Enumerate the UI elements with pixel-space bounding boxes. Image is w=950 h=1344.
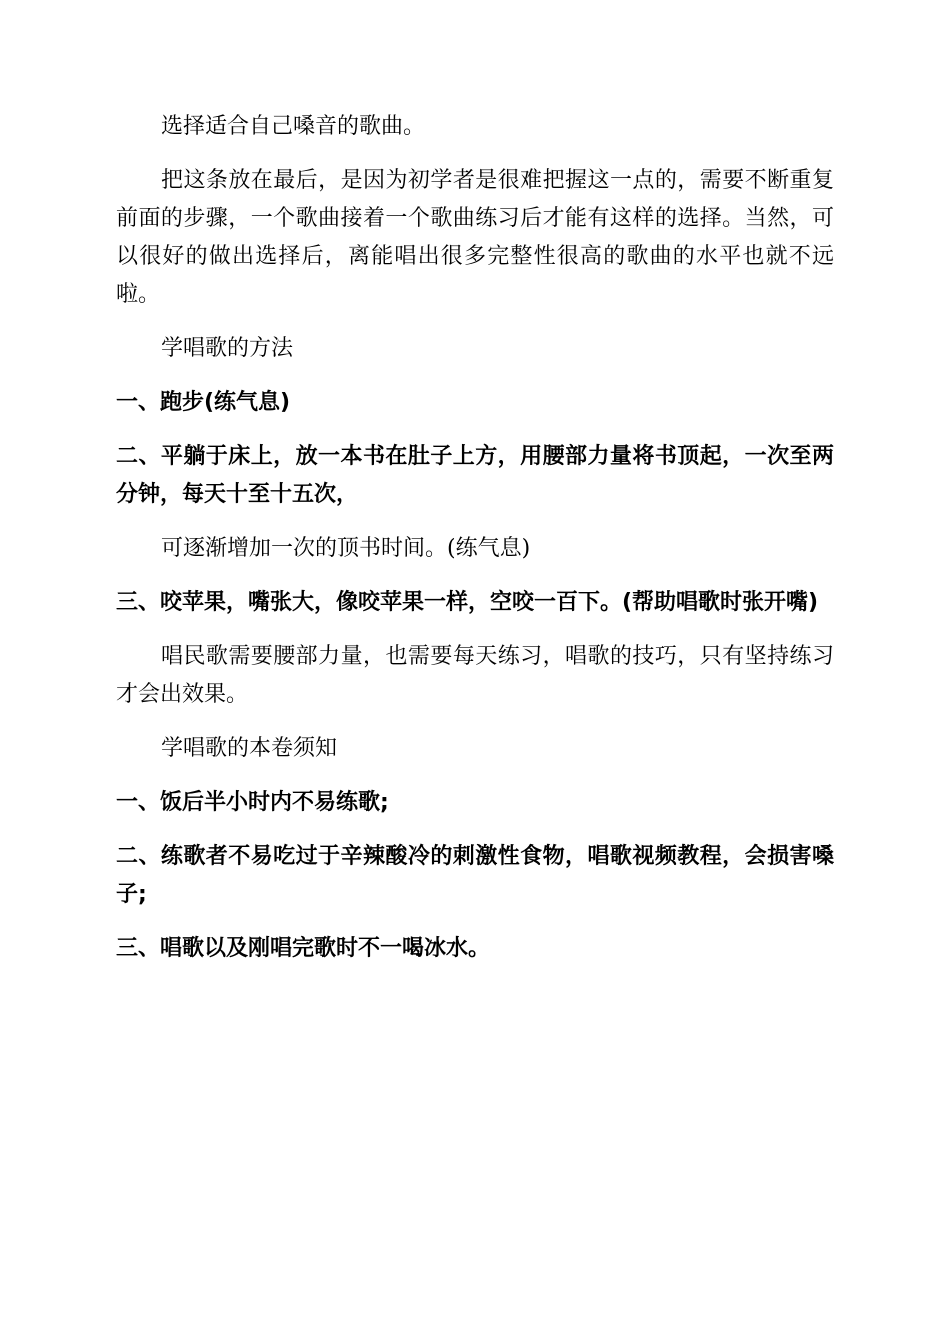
method-item-1: 一、跑步(练气息) bbox=[116, 390, 291, 415]
note-item-1: 一、饭后半小时内不易练歌; bbox=[116, 790, 389, 815]
method-item-2: 二、平躺于床上，放一本书在肚子上方，用腰部力量将书顶起，一次至两分钟，每天十至十五次， bbox=[116, 444, 834, 507]
paragraph-choose-song: 选择适合自己嗓音的歌曲。 bbox=[161, 114, 426, 139]
method-item-2-note: 可逐渐增加一次的顶书时间。(练气息) bbox=[161, 536, 531, 561]
note-item-3: 三、唱歌以及刚唱完歌时不一喝冰水。 bbox=[116, 936, 491, 961]
note-item-2: 二、练歌者不易吃过于辛辣酸冷的刺激性食物，唱歌视频教程，会损害嗓子; bbox=[116, 844, 834, 907]
section-heading-methods: 学唱歌的方法 bbox=[161, 336, 294, 361]
method-item-3: 三、咬苹果，嘴张大，像咬苹果一样，空咬一百下。(帮助唱歌时张开嘴) bbox=[116, 590, 819, 615]
document-page bbox=[116, 108, 834, 968]
paragraph-explanation: 把这条放在最后，是因为初学者是很难把握这一点的，需要不断重复前面的步骤，一个歌曲接着一个歌曲练习后才能有这样的选择。当然，可以很好的做出选择后，离能唱出很多完整性很高的歌曲的水平也就不远啦。 bbox=[116, 168, 834, 307]
paragraph-folk-song: 唱民歌需要腰部力量，也需要每天练习，唱歌的技巧，只有坚持练习才会出效果。 bbox=[116, 644, 834, 707]
section-heading-notes: 学唱歌的本卷须知 bbox=[161, 736, 338, 761]
